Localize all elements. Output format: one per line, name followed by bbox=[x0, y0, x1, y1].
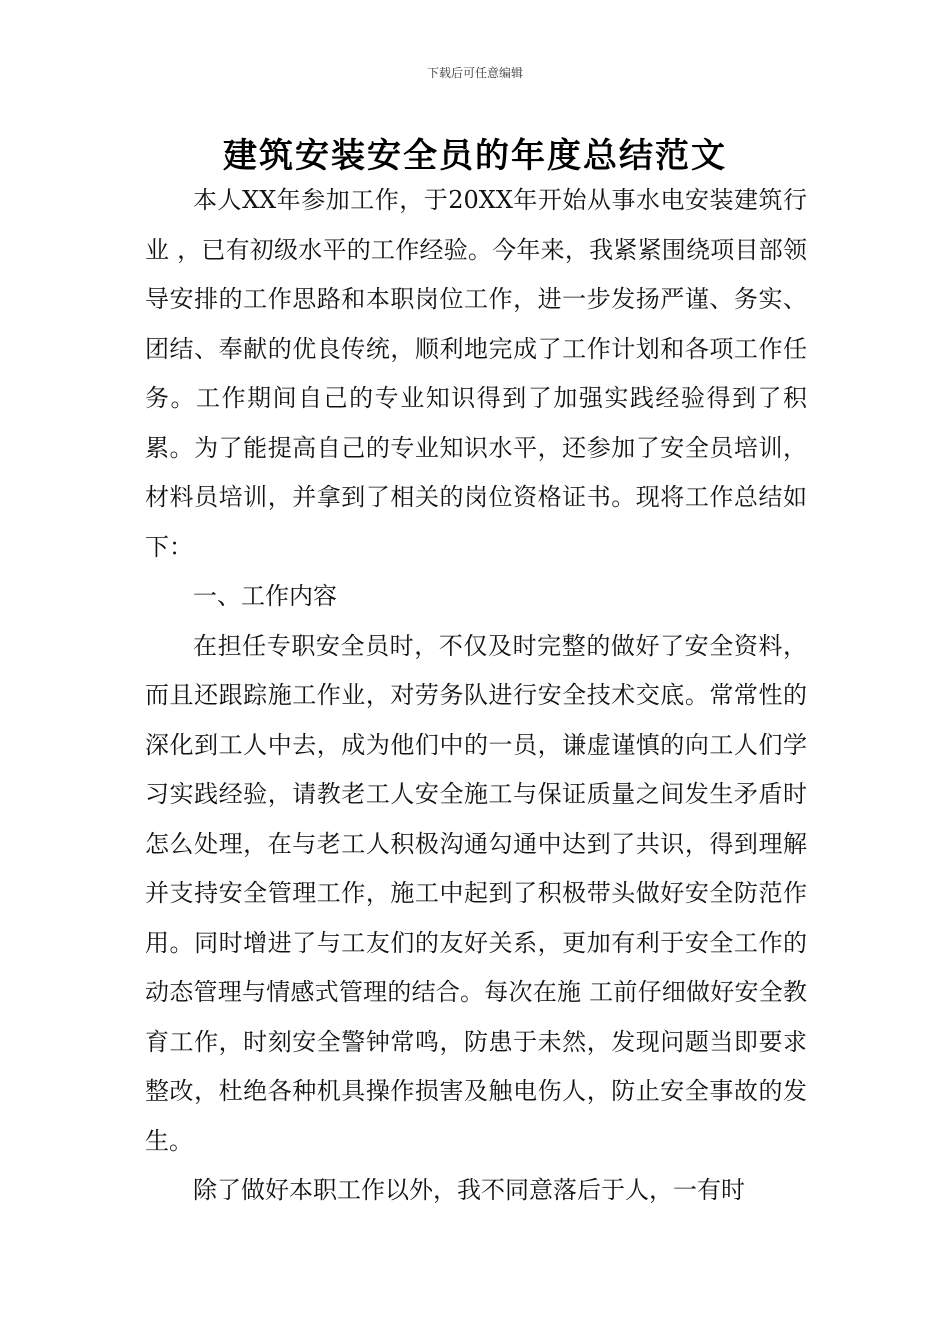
document-body bbox=[145, 176, 807, 1216]
paragraph-safety-duties: 在担任专职安全员时，不仅及时完整的做好了安全资料，而且还跟踪施工作业，对劳务队进行安全技术交底。常常性的深化到工人中去，成为他们中的一员，谦虚谨慎的向工人们学习实践经验，请教老工人安全施工与保证质量之间发生矛盾时怎么处理，在与老工人积极沟通勾通中达到了共识，得到理解 并支持安全管理工作，施工中起到了积极带头做好安全防范作用。同时增进了与工友们的友好关系，更加有利于安全工作的动态管理与情感式管理的结合。每次在施 工前仔细做好安全教育工作，时刻安全警钟常鸣，防患于未然，发现问题当即要求整改，杜绝各种机具操作损害及触电伤人，防止安全事故的发生。 bbox=[145, 631, 807, 1155]
section-heading-work-content: 一、工作内容 bbox=[193, 582, 337, 610]
document-title: 建筑安装安全员的年度总结范文 bbox=[223, 136, 727, 176]
paragraph-intro: 本人XX年参加工作，于20XX年开始从事水电安装建筑行业 ，已有初级水平的工作经验。今年来，我紧紧围绕项目部领导安排的工作思路和本职岗位工作，进一步发扬严谨、务实、团结、奉献的优良传统，顺利地完成了工作计划和各项工作任务。工作期间自己的专业知识得到了加强实践经验得到了积累。为了能提高自己的专业知识水平，还参加了安全员培训，材料员培训，并拿到了相关的岗位资格证书。现将工作总结如下： bbox=[145, 186, 807, 561]
paragraph-extra-work: 除了做好本职工作以外，我不同意落后于人，一有时 bbox=[193, 1176, 745, 1204]
header-note: 下载后可任意编辑 bbox=[426, 66, 523, 80]
